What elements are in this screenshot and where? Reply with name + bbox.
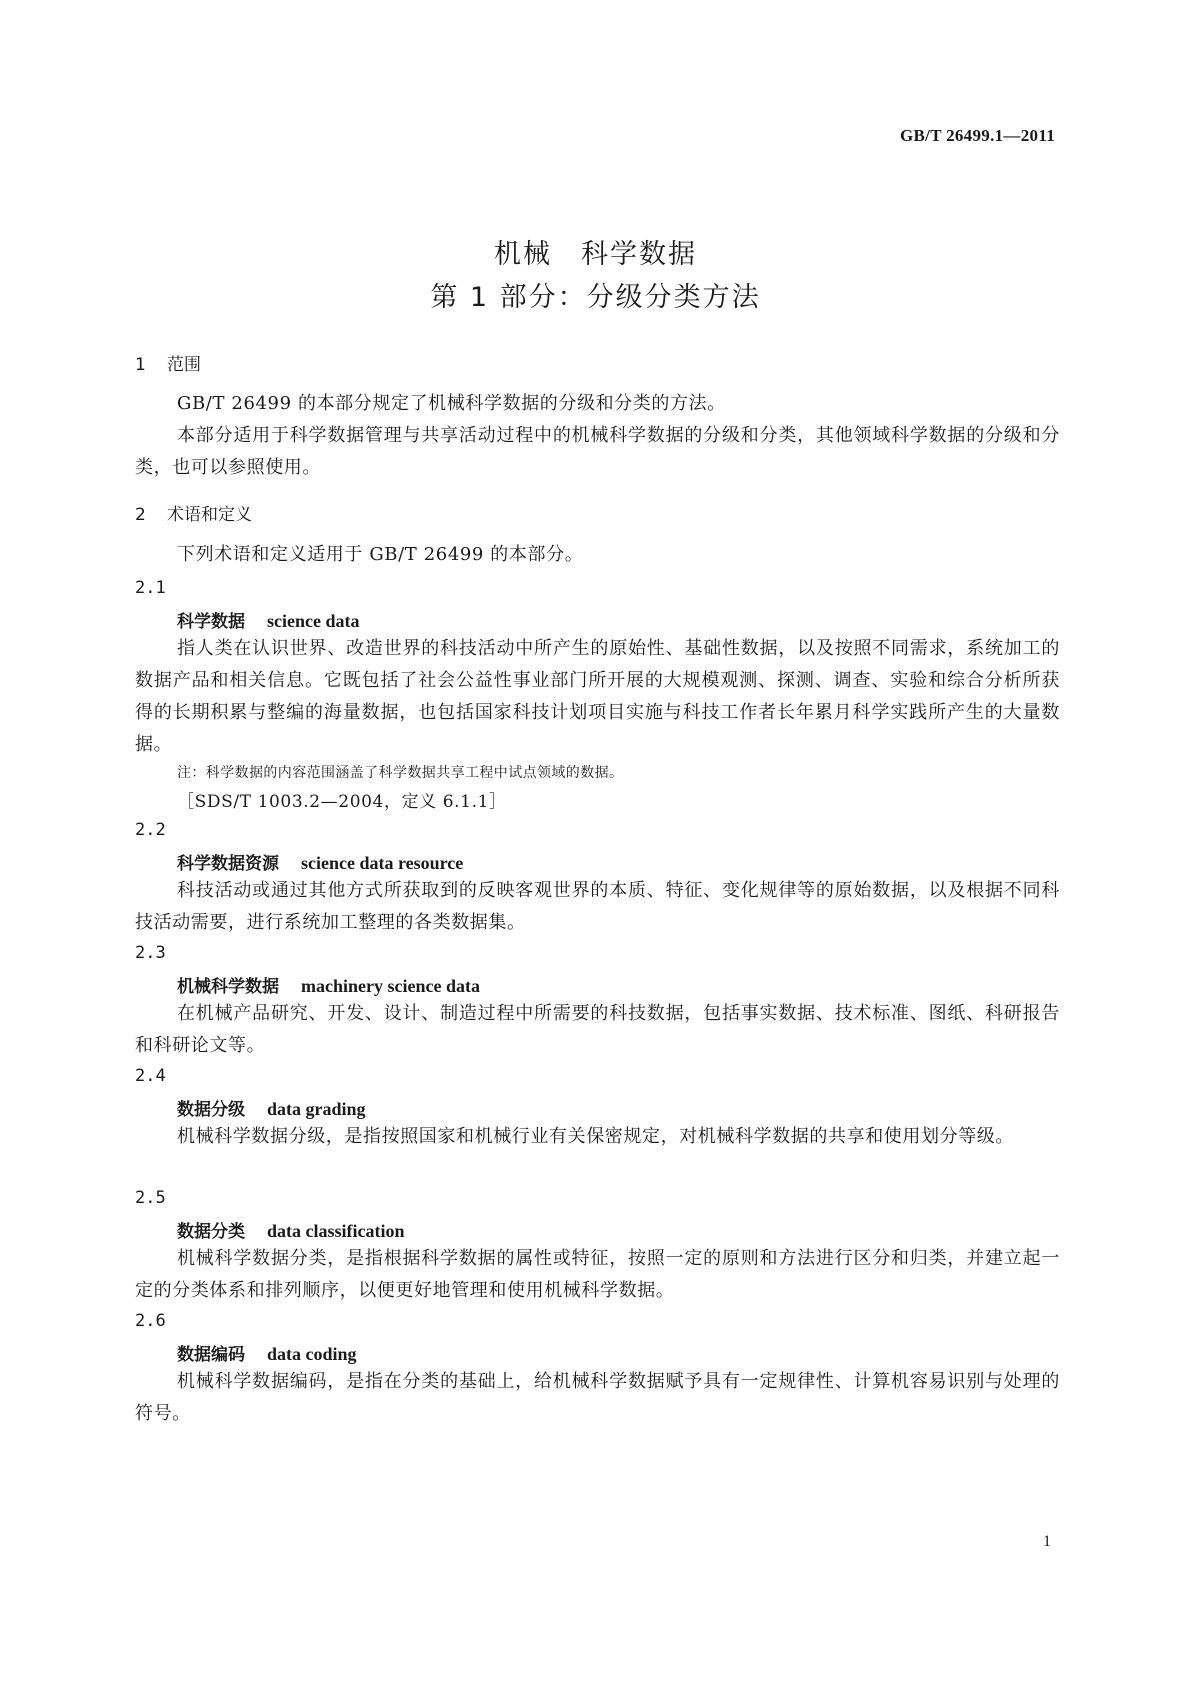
term-heading bbox=[177, 607, 359, 632]
section-heading-terms bbox=[135, 500, 252, 525]
section-number: 2 bbox=[135, 505, 146, 525]
term-definition: 科技活动或通过其他方式所获取到的反映客观世界的本质、特征、变化规律等的原始数据，以及根据不同科技活动需要，进行系统加工整理的各类数据集。 bbox=[135, 880, 1060, 933]
term-definition: 机械科学数据分类，是指根据科学数据的属性或特征，按照一定的原则和方法进行区分和归类，并建立起一定的分类体系和排列顺序，以便更好地管理和使用机械科学数据。 bbox=[135, 1248, 1060, 1301]
term-en: data grading bbox=[267, 1099, 366, 1119]
term-definition: 机械科学数据分级，是指按照国家和机械行业有关保密规定，对机械科学数据的共享和使用划分等级。 bbox=[177, 1126, 1014, 1147]
document-title-line2: 第 1 部分：分级分类方法 bbox=[430, 282, 761, 313]
term-en: machinery science data bbox=[301, 976, 480, 996]
term-definition: 在机械产品研究、开发、设计、制造过程中所需要的科技数据，包括事实数据、技术标准、图纸、科研报告和科研论文等。 bbox=[135, 1003, 1060, 1056]
term-heading bbox=[177, 1095, 366, 1120]
term-note: 注：科学数据的内容范围涵盖了科学数据共享工程中试点领域的数据。 bbox=[177, 765, 624, 781]
term-en: science data bbox=[267, 611, 360, 631]
term-zh: 科学数据资源 bbox=[177, 854, 279, 874]
term-zh: 科学数据 bbox=[177, 612, 245, 632]
document-title-line1: 机械 科学数据 bbox=[494, 239, 697, 270]
section-title: 术语和定义 bbox=[167, 505, 252, 525]
standard-code: GB/T 26499.1—2011 bbox=[900, 126, 1055, 145]
scope-paragraph-1: GB/T 26499 的本部分规定了机械科学数据的分级和分类的方法。 bbox=[177, 393, 726, 414]
section-title: 范围 bbox=[167, 355, 201, 375]
terms-intro: 下列术语和定义适用于 GB/T 26499 的本部分。 bbox=[177, 544, 584, 565]
clause-number: 2.5 bbox=[135, 1188, 166, 1208]
clause-number: 2.6 bbox=[135, 1311, 166, 1331]
term-zh: 数据编码 bbox=[177, 1345, 245, 1365]
section-number: 1 bbox=[135, 355, 146, 375]
clause-number: 2.3 bbox=[135, 943, 166, 963]
term-en: data classification bbox=[267, 1221, 405, 1241]
section-heading-scope bbox=[135, 350, 201, 375]
term-heading bbox=[177, 972, 480, 997]
term-en: data coding bbox=[267, 1344, 357, 1364]
term-source: ［SDS/T 1003.2—2004，定义 6.1.1］ bbox=[177, 792, 507, 812]
term-heading bbox=[177, 1217, 405, 1242]
page-number: 1 bbox=[1043, 1533, 1051, 1550]
term-en: science data resource bbox=[301, 853, 464, 873]
term-zh: 机械科学数据 bbox=[177, 977, 279, 997]
term-heading bbox=[177, 1340, 357, 1365]
term-definition: 机械科学数据编码，是指在分类的基础上，给机械科学数据赋予具有一定规律性、计算机容易识别与处理的符号。 bbox=[135, 1371, 1060, 1424]
clause-number: 2.1 bbox=[135, 578, 166, 598]
term-zh: 数据分类 bbox=[177, 1222, 245, 1242]
term-zh: 数据分级 bbox=[177, 1100, 245, 1120]
clause-number: 2.4 bbox=[135, 1066, 166, 1086]
term-definition: 指人类在认识世界、改造世界的科技活动中所产生的原始性、基础性数据，以及按照不同需求，系统加工的数据产品和相关信息。它既包括了社会公益性事业部门所开展的大规模观测、探测、调查、实验和综合分析所获得的长期积累与整编的海量数据，也包括国家科技计划项目实施与科技工作者长年累月科学实践所产生的大量数据。 bbox=[135, 638, 1060, 755]
clause-number: 2.2 bbox=[135, 820, 166, 840]
scope-paragraph-2: 本部分适用于科学数据管理与共享活动过程中的机械科学数据的分级和分类，其他领域科学数据的分级和分类，也可以参照使用。 bbox=[135, 425, 1060, 478]
term-heading bbox=[177, 849, 463, 874]
